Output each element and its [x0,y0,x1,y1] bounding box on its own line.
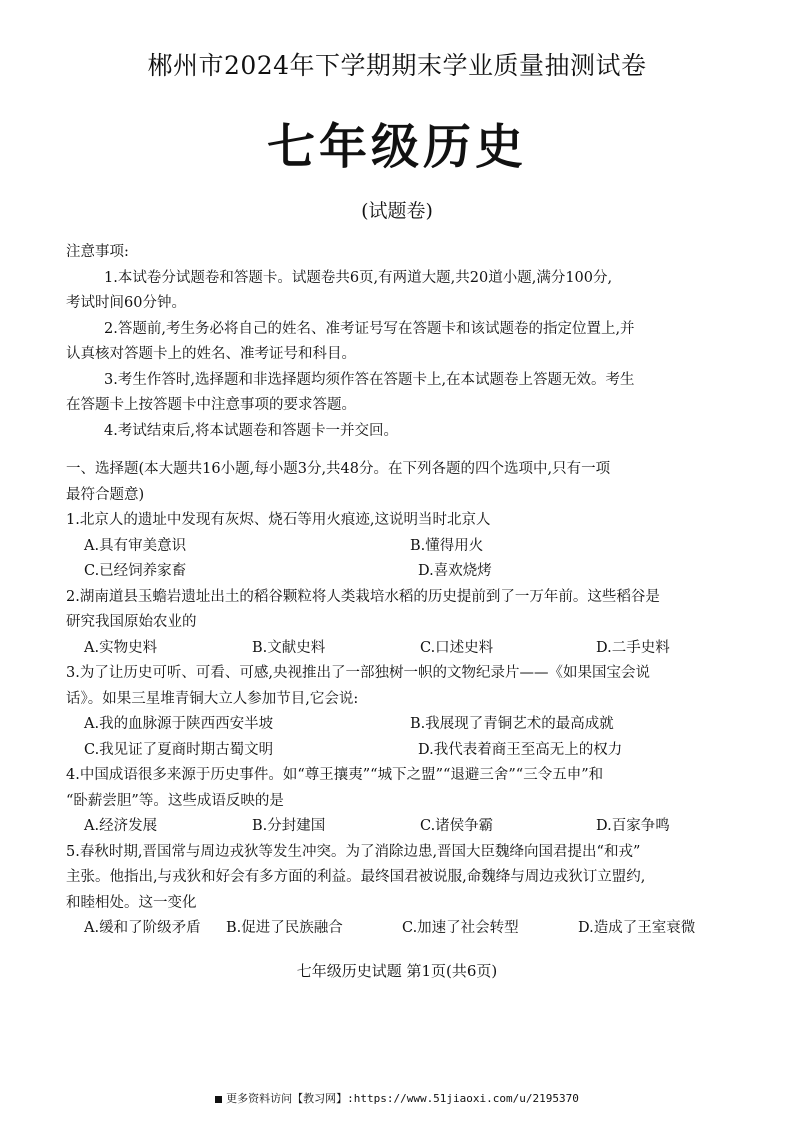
notice-item-2-line-2: 认真核对答题卡上的姓名、准考证号和科目。 [66,346,356,362]
question-3-options-row-1 [66,712,730,738]
notice-item-1-line-1: 1.本试卷分试题卷和答题卡。试题卷共6页,有两道大题,共20道小题,满分100分, [104,269,613,286]
section-heading-line-1: 一、选择题(本大题共16小题,每小题3分,共48分。在下列各题的四个选项中,只有一项 [66,461,611,477]
question-1-options-row-1 [66,534,730,560]
question-4-stem-line-1: 4.中国成语很多来源于历史事件。如“尊王攘夷”“城下之盟”“退避三舍”“三令五申”和 [66,767,604,783]
question-3-option-c: C.我见证了夏商时期古蜀文明 [84,741,274,758]
question-4-option-d: D.百家争鸣 [596,818,670,834]
notice-item-3-line-1: 3.考生作答时,选择题和非选择题均须作答在答题卡上,在本试题卷上答题无效。考生 [104,371,635,388]
question-5-stem-line-2: 主张。他指出,与戎狄和好会有多方面的利益。最终国君被说服,命魏绛与周边戎狄订立盟约, [66,869,646,885]
question-2-option-b: B.文献史料 [252,639,326,656]
notice-item-1-line-2: 考试时间60分钟。 [66,295,186,311]
question-1-option-b: B.懂得用火 [410,537,484,554]
resource-link-text[interactable]: 更多资料访问【教习网】:https://www.51jiaoxi.com/u/2195370 [226,1092,579,1105]
question-5-option-d: D.造成了王室衰微 [578,920,696,936]
question-2-option-d: D.二手史料 [596,639,670,656]
subject-title: 七年级历史 [266,119,527,175]
notice-item-3-line-2: 在答题卡上按答题卡中注意事项的要求答题。 [66,397,356,413]
question-5-options [66,916,730,942]
question-1-option-c: C.已经饲养家畜 [84,563,187,579]
question-3-stem-line-2: 话》。如果三星堆青铜大立人参加节目,它会说: [66,690,359,707]
spacer [66,444,730,457]
question-5-option-b: B.促进了民族融合 [226,920,343,936]
exam-title: 郴州市2024年下学期期末学业质量抽测试卷 [147,51,647,80]
page-number-footer: 七年级历史试题 第1页(共6页) [296,962,498,980]
resource-link-bar[interactable] [0,1090,794,1106]
flag-icon [215,1096,222,1103]
volume-label: (试题卷) [361,200,433,222]
question-1-stem: 1.北京人的遗址中发现有灰烬、烧石等用火痕迹,这说明当时北京人 [66,512,491,528]
question-3-options-row-2 [66,738,730,764]
question-4-options [66,814,730,840]
question-2-stem-line-2: 研究我国原始农业的 [66,614,197,630]
question-5-stem-line-3: 和睦相处。这一变化 [66,894,197,911]
question-4-option-a: A.经济发展 [84,818,158,834]
question-3-stem-line-1: 3.为了让历史可听、可看、可感,央视推出了一部独树一帜的文物纪录片——《如果国宝会说 [66,665,650,681]
exam-body [66,240,730,942]
question-2-option-c: C.口述史料 [420,639,494,656]
question-4-option-b: B.分封建国 [252,818,326,834]
question-1-option-a: A.具有审美意识 [84,537,187,554]
question-5-option-c: C.加速了社会转型 [402,920,519,936]
question-3-option-d: D.我代表着商王至高无上的权力 [418,741,623,758]
question-4-stem-line-2: “卧薪尝胆”等。这些成语反映的是 [66,792,284,809]
question-2-stem-line-1: 2.湖南道县玉蟾岩遗址出土的稻谷颗粒将人类栽培水稻的历史提前到了一万年前。这些稻谷是 [66,588,660,605]
question-2-options [66,636,730,662]
notice-title: 注意事项: [66,244,129,260]
notice-item-2-line-1: 2.答题前,考生务必将自己的姓名、准考证号写在答题卡和该试题卷的指定位置上,并 [104,320,635,337]
question-4-option-c: C.诸侯争霸 [420,818,494,834]
question-3-option-a: A.我的血脉源于陕西西安半坡 [84,716,274,732]
question-1-option-d: D.喜欢烧烤 [418,563,492,579]
question-3-option-b: B.我展现了青铜艺术的最高成就 [410,716,614,732]
question-1-options-row-2 [66,559,730,585]
section-heading-line-2: 最符合题意) [66,486,145,503]
question-2-option-a: A.实物史料 [84,639,158,656]
question-5-stem-line-1: 5.春秋时期,晋国常与周边戎狄等发生冲突。为了消除边患,晋国大臣魏绛向国君提出“和戎” [66,843,641,860]
notice-item-4-line-1: 4.考试结束后,将本试题卷和答题卡一并交回。 [104,422,398,439]
question-5-option-a: A.缓和了阶级矛盾 [84,920,201,936]
